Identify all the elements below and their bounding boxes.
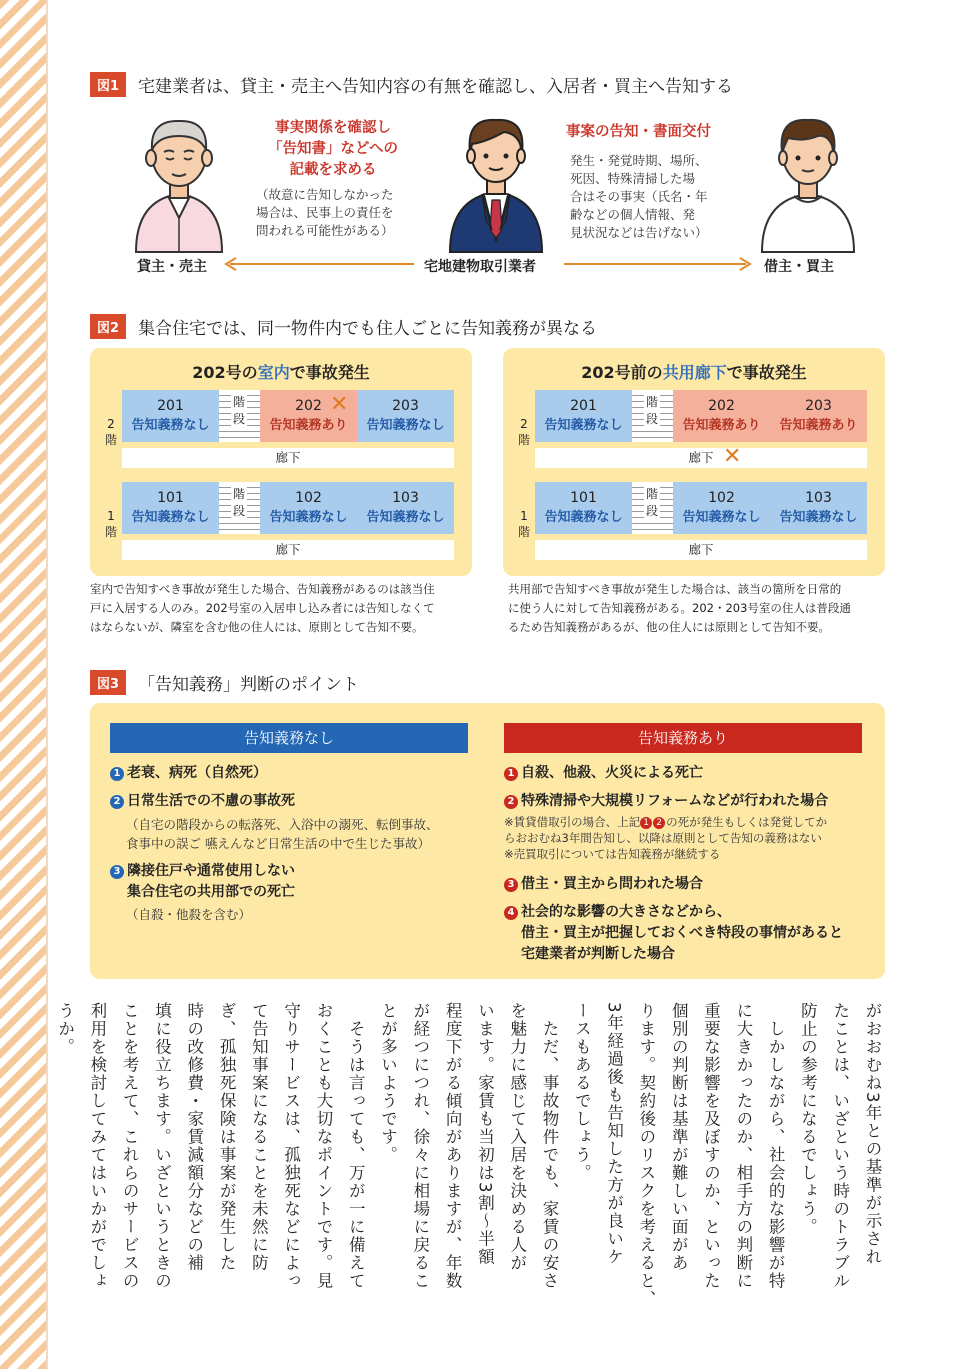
body-column: ります。契約後のリスクを考えると、 xyxy=(636,1002,656,1308)
duty-item-3 xyxy=(504,874,703,895)
fig1-header xyxy=(90,72,733,97)
no-duty-item-3-sub: （自殺・他殺を含む） xyxy=(126,907,252,922)
unit-number: 103 xyxy=(805,490,832,506)
duty-item-1 xyxy=(504,763,703,784)
unit-103 xyxy=(357,482,454,534)
body-column: ことを考えて、これらのサービスの xyxy=(120,1002,140,1290)
title-post: で事故発生 xyxy=(289,363,370,382)
left-floor2 xyxy=(122,390,454,442)
body-column: 3年経過後も告知した方が良いケ xyxy=(604,1002,624,1266)
unit-number: 102 xyxy=(295,490,322,506)
duty-bar: 告知義務あり xyxy=(504,723,862,753)
title-post: で事故発生 xyxy=(726,363,807,382)
unit-number: 102 xyxy=(708,490,735,506)
number-1-icon: 1 xyxy=(640,817,652,829)
fig1-left-heading xyxy=(254,118,412,181)
body-column: が経つにつれ、徐々に相場に戻るこ xyxy=(410,1002,430,1290)
note-line: るため告知義務があるが、他の住人には原則として告知不要。 xyxy=(508,620,830,634)
sub-line: （自宅の階段からの転落死、入浴中の溺死、転倒事故、 xyxy=(126,817,439,832)
landlord-illustration xyxy=(128,112,230,252)
item-text: 自殺、他殺、火災による死亡 xyxy=(521,765,703,781)
unit-number: 201 xyxy=(570,398,597,414)
unit-status: 告知義務なし xyxy=(269,510,348,525)
unit-101 xyxy=(535,482,632,534)
item-text: 宅建業者が判断した場合 xyxy=(521,946,675,962)
unit-status: 告知義務なし xyxy=(366,510,445,525)
unit-number: 203 xyxy=(392,398,419,414)
note-line: に使う人に対して告知義務がある。202・203号室の住人は普段通 xyxy=(508,601,851,615)
unit-status: 告知義務あり xyxy=(779,418,858,433)
unit-number: 101 xyxy=(570,490,597,506)
fig1-left-note xyxy=(256,186,394,240)
unit-status: 告知義務なし xyxy=(682,510,761,525)
stairs-label: 階段 xyxy=(232,487,245,518)
unit-203 xyxy=(357,390,454,442)
title-highlight: 室内 xyxy=(257,363,290,382)
body-column: そうは言っても、万が一に備えて xyxy=(346,1002,366,1290)
right-floor2 xyxy=(535,390,867,442)
floor2-label: 2階 xyxy=(104,417,117,447)
no-duty-item-2-sub xyxy=(126,815,439,853)
no-duty-item-1 xyxy=(110,763,267,784)
fig1-right-note xyxy=(570,152,708,242)
incident-x-icon: ✕ xyxy=(723,444,742,469)
note-text: の死が発生もしくは発覚してか xyxy=(666,815,828,829)
label-agent: 宅地建物取引業者 xyxy=(424,259,536,275)
duty-item-4 xyxy=(504,902,843,965)
floor1-label: 1階 xyxy=(517,509,530,539)
right-note-line: 齢などの個人情報、発 xyxy=(570,207,696,222)
arrow-right xyxy=(564,257,752,271)
right-note-line: 見状況などは告げない） xyxy=(570,225,708,240)
decorative-stripe xyxy=(0,0,46,1369)
no-duty-bar: 告知義務なし xyxy=(110,723,468,753)
corridor-1f: 廊下 xyxy=(122,540,454,560)
title-pre: 202号の xyxy=(192,363,258,382)
left-head-line: 事実関係を確認し xyxy=(275,120,391,136)
item-text: 老衰、病死（自然死） xyxy=(127,765,267,781)
right-panel-title xyxy=(503,360,885,383)
body-column: 填に役立ちます。いざというときの xyxy=(152,1002,172,1290)
item-text: 隣接住戸や通常使用しない xyxy=(127,863,295,879)
corridor-label: 廊下 xyxy=(688,450,714,465)
note-text: らおおむね3年間告知し、以降は原則として告知の義務はない xyxy=(504,831,822,845)
item-text: 借主・買主が把握しておくべき特段の事情があると xyxy=(521,925,843,941)
right-note-line: 死因、特殊清掃した場 xyxy=(570,171,696,186)
fig2-right-note xyxy=(508,580,888,637)
unit-202 xyxy=(673,390,770,442)
no-duty-item-2 xyxy=(110,791,295,812)
unit-status: 告知義務なし xyxy=(131,510,210,525)
body-column: に大きかったのか、相手方の判断に xyxy=(733,1002,753,1290)
item-text: 社会的な影響の大きさなどから、 xyxy=(521,904,731,920)
number-2-icon: 2 xyxy=(110,795,124,809)
item-text: 日常生活での不慮の事故死 xyxy=(127,793,295,809)
label-tenant: 借主・買主 xyxy=(764,259,834,275)
fig2-header xyxy=(90,314,597,339)
left-note-line: （故意に告知しなかった xyxy=(256,187,394,202)
no-duty-item-3 xyxy=(110,861,295,903)
body-column: を魅力に感じて入居を決める人が xyxy=(507,1002,527,1272)
stairs xyxy=(632,390,673,442)
body-column: がおおむね3年との基準が示され xyxy=(863,1002,882,1266)
body-column: ースもあるでしょう。 xyxy=(572,1002,592,1182)
body-column: て告知事案になることを未然に防 xyxy=(249,1002,269,1272)
duty-item-2-note xyxy=(504,814,827,862)
arrow-left xyxy=(224,257,414,271)
body-column: います。家賃も当初は3割～半額 xyxy=(475,1002,495,1266)
corridor-2f: 廊下 xyxy=(122,448,454,468)
fig2-tag: 図2 xyxy=(90,314,126,339)
left-panel-title xyxy=(90,360,472,383)
label-landlord: 貸主・売主 xyxy=(137,259,207,275)
left-note-line: 問われる可能性がある） xyxy=(256,223,394,238)
title-highlight: 共用廊下 xyxy=(662,363,727,382)
body-column: 時の改修費・家賃減額分などの補 xyxy=(184,1002,204,1272)
unit-status: 告知義務なし xyxy=(779,510,858,525)
fig2-left-panel xyxy=(90,348,472,576)
tenant-illustration xyxy=(758,112,858,252)
note-line: 戸に入居する人のみ。202号室の入居申し込み者には告知しなくて xyxy=(90,601,435,615)
incident-x-icon: ✕ xyxy=(330,392,349,417)
body-column: うか。 xyxy=(55,1002,75,1056)
title-pre: 202号前の xyxy=(581,363,663,382)
number-2-icon: 2 xyxy=(653,817,665,829)
sub-line: 食事中の誤ご 嚥えんなど日常生活の中で生じた事故） xyxy=(126,836,430,851)
unit-number: 202 xyxy=(295,398,322,414)
fig3-header xyxy=(90,670,359,695)
item-text: 特殊清掃や大規模リフォームなどが行われた場合 xyxy=(521,793,829,809)
unit-number: 203 xyxy=(805,398,832,414)
corridor-2f xyxy=(535,444,867,469)
floor2-label: 2階 xyxy=(517,417,530,447)
stairs-label: 階段 xyxy=(232,395,245,426)
duty-item-2 xyxy=(504,791,828,812)
body-column: 防止の参考になるでしょう。 xyxy=(798,1002,818,1236)
number-1-icon: 1 xyxy=(110,767,124,781)
fig1-right-heading: 事案の告知・書面交付 xyxy=(566,124,711,140)
fig2-left-note xyxy=(90,580,480,637)
body-column: 個別の判断は基準が難しい面があ xyxy=(669,1002,689,1272)
stairs xyxy=(219,482,260,534)
body-column: ただ、事故物件でも、家賃の安さ xyxy=(540,1002,560,1290)
body-column: たことは、いざという時のトラブル xyxy=(830,1002,850,1290)
stairs-label: 階段 xyxy=(645,395,658,426)
number-1-icon: 1 xyxy=(504,767,518,781)
body-column: 程度下がる傾向がありますが、年数 xyxy=(443,1002,463,1290)
unit-103 xyxy=(770,482,867,534)
unit-201 xyxy=(122,390,219,442)
fig1-tag: 図1 xyxy=(90,72,126,97)
right-floor1 xyxy=(535,482,867,534)
fig1-title: 宅建業者は、貸主・売主へ告知内容の有無を確認し、入居者・買主へ告知する xyxy=(138,77,734,97)
corridor-1f: 廊下 xyxy=(535,540,867,560)
unit-status: 告知義務あり xyxy=(269,418,348,433)
unit-201 xyxy=(535,390,632,442)
right-note-line: 発生・発覚時期、場所、 xyxy=(570,153,708,168)
stairs-label: 階段 xyxy=(645,487,658,518)
stairs xyxy=(219,390,260,442)
number-2-icon: 2 xyxy=(504,795,518,809)
number-3-icon: 3 xyxy=(504,878,518,892)
body-column: とが多いようです。 xyxy=(378,1002,398,1164)
unit-number: 103 xyxy=(392,490,419,506)
left-head-line: 記載を求める xyxy=(289,162,377,178)
unit-number: 202 xyxy=(708,398,735,414)
note-line: はならないが、隣室を含む他の住人には、原則として告知不要。 xyxy=(90,620,424,634)
fig3-title: 「告知義務」判断のポイント xyxy=(138,675,360,695)
note-line: 共用部で告知すべき事故が発生した場合は、該当の箇所を日常的 xyxy=(508,582,842,596)
number-3-icon: 3 xyxy=(110,865,124,879)
floor1-label: 1階 xyxy=(104,509,117,539)
note-line: 室内で告知すべき事故が発生した場合、告知義務があるのは該当住 xyxy=(90,582,435,596)
number-4-icon: 4 xyxy=(504,906,518,920)
unit-status: 告知義務あり xyxy=(682,418,761,433)
fig2-right-panel xyxy=(503,348,885,576)
unit-203 xyxy=(770,390,867,442)
fig3-tag: 図3 xyxy=(90,670,126,695)
unit-101 xyxy=(122,482,219,534)
fig2-title: 集合住宅では、同一物件内でも住人ごとに告知義務が異なる xyxy=(138,319,598,339)
fig3-box xyxy=(90,703,885,979)
right-note-line: 合はその事実（氏名・年 xyxy=(570,189,708,204)
stairs xyxy=(632,482,673,534)
note-text: ※賃貸借取引の場合、上記 xyxy=(504,815,641,829)
unit-102 xyxy=(260,482,357,534)
unit-status: 告知義務なし xyxy=(544,510,623,525)
note-text: ※売買取引については告知義務が継続する xyxy=(504,847,721,861)
unit-status: 告知義務なし xyxy=(366,418,445,433)
unit-number: 101 xyxy=(157,490,184,506)
body-text xyxy=(55,1002,888,1342)
left-floor1 xyxy=(122,482,454,534)
agent-illustration xyxy=(446,112,546,252)
item-text: 借主・買主から問われた場合 xyxy=(521,876,703,892)
body-column: ぎ、孤独死保険は事案が発生した xyxy=(217,1002,237,1272)
left-note-line: 場合は、民事上の責任を xyxy=(256,205,394,220)
body-column: 利用を検討してみてはいかがでしょ xyxy=(87,1002,107,1290)
unit-102 xyxy=(673,482,770,534)
body-column: しかしながら、社会的な影響が特 xyxy=(766,1002,786,1290)
body-column: おくことも大切なポイントです。見 xyxy=(313,1002,333,1290)
unit-status: 告知義務なし xyxy=(131,418,210,433)
unit-status: 告知義務なし xyxy=(544,418,623,433)
item-text: 集合住宅の共用部での死亡 xyxy=(127,884,295,900)
body-column: 重要な影響を及ぼすのか、といった xyxy=(701,1002,721,1290)
left-head-line: 「告知書」などへの xyxy=(268,141,398,157)
body-column: 守りサービスは、孤独死などによっ xyxy=(281,1002,301,1290)
unit-number: 201 xyxy=(157,398,184,414)
